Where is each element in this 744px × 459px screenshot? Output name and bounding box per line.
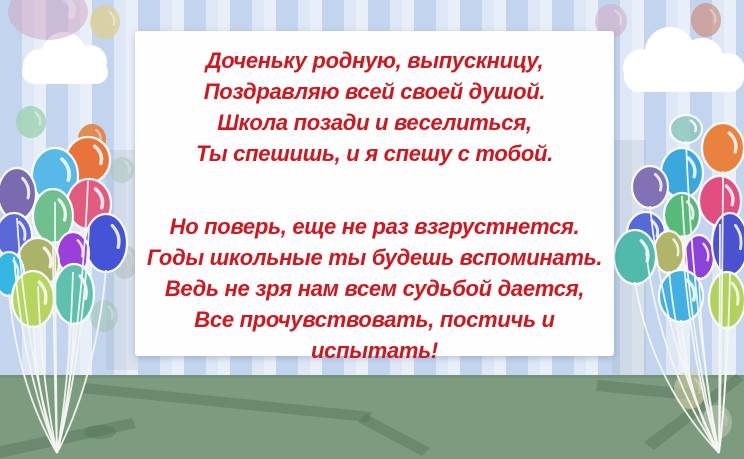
poem-line: Доченьку родную, выпускницу,	[205, 48, 544, 73]
poem-line: Школа позади и веселиться,	[217, 110, 532, 135]
poem-line: Ты спешишь, и я спешу с тобой.	[196, 141, 553, 166]
poem-line: Все прочувствовать, постичь и испытать!	[194, 307, 555, 363]
poem-line: Поздравляю всей своей душой.	[203, 79, 546, 104]
cloud-right-icon	[623, 27, 744, 92]
poem-line: Но поверь, еще не раз взгрустнется.	[169, 214, 580, 239]
poem-line: Годы школьные ты будешь вспоминать.	[146, 245, 603, 270]
poem-line: Ведь не зря нам всем судьбой дается,	[164, 276, 585, 301]
poem-card	[135, 31, 614, 363]
cloud-left-icon	[22, 32, 108, 84]
poem-stanza-1	[135, 45, 614, 169]
poem-stanza-2	[135, 211, 614, 366]
